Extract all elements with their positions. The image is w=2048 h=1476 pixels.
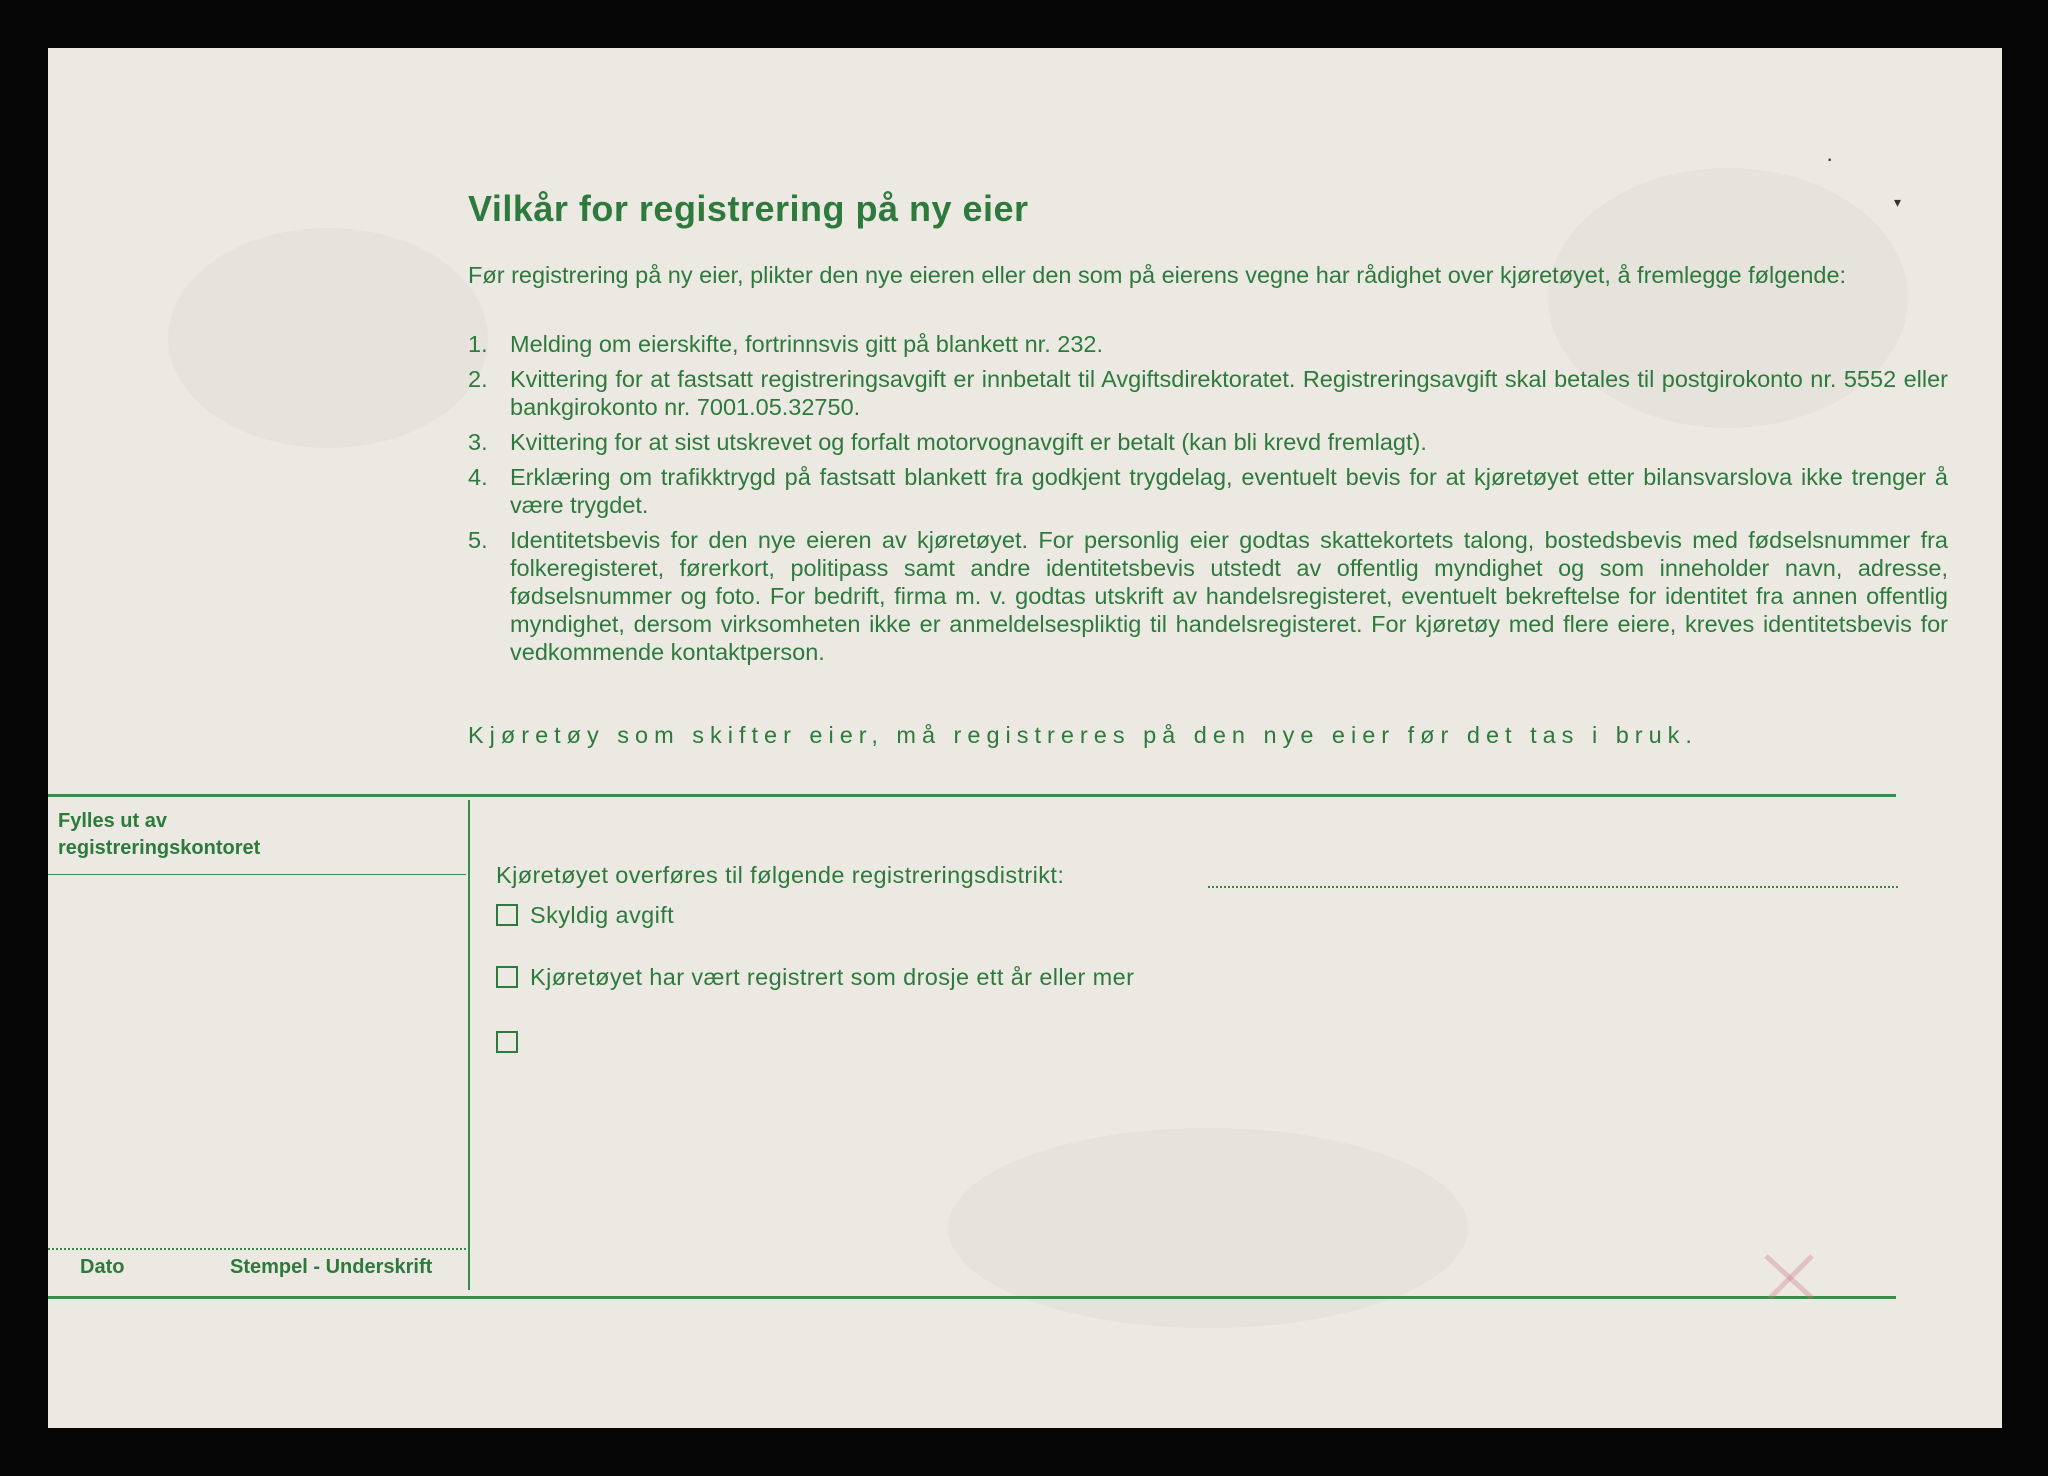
- page-title: Vilkår for registrering på ny eier: [468, 188, 1029, 229]
- condition-text: Erklæring om trafikktrygd på fastsatt blankett fra godkjent trygdelag, eventuelt bevis for at kjøretøyet etter bilansvarslova ikke trenger å være trygdet.: [510, 464, 1948, 518]
- condition-number: 4.: [468, 464, 488, 490]
- checkbox-label: Kjøretøyet har vært registrert som drosje ett år eller mer: [530, 963, 1135, 990]
- form-sheet: [48, 48, 2002, 1428]
- checkbox-row-skyldig-avgift[interactable]: [496, 900, 674, 930]
- section-divider-bottom: [48, 1296, 1896, 1299]
- condition-text: Kvittering for at fastsatt registreringsavgift er innbetalt til Avgiftsdirektoratet. Registreringsavgift skal betales til postgirokonto nr. 5552 eller bankgirokonto nr. 7001.05.32750.: [510, 366, 1948, 420]
- drosje-checkbox[interactable]: [496, 966, 518, 988]
- condition-item: [468, 463, 1948, 519]
- office-label: [58, 808, 260, 862]
- transfer-district-label: Kjøretøyet overføres til følgende registreringsdistrikt:: [496, 862, 1065, 888]
- speck-mark: ▾: [1894, 194, 1902, 210]
- condition-item: [468, 330, 1948, 358]
- checkbox-label: Skyldig avgift: [530, 901, 675, 928]
- column-divider: [468, 800, 470, 1290]
- condition-text: Kvittering for at sist utskrevet og forfalt motorvognavgift er betalt (kan bli krevd fremlagt).: [510, 429, 1427, 455]
- pink-x-mark: [1760, 1248, 1820, 1308]
- condition-number: 5.: [468, 527, 488, 553]
- blank-checkbox[interactable]: [496, 1031, 518, 1053]
- checkbox-row-blank[interactable]: [496, 1027, 530, 1057]
- condition-item: [468, 526, 1948, 666]
- checkbox-row-drosje[interactable]: [496, 962, 1134, 992]
- condition-text: Melding om eierskifte, fortrinnsvis gitt på blankett nr. 232.: [510, 331, 1104, 357]
- office-label-underline: [48, 874, 466, 875]
- condition-number: 3.: [468, 429, 488, 455]
- office-label-line2: registreringskontoret: [58, 837, 261, 859]
- skyldig-avgift-checkbox[interactable]: [496, 904, 518, 926]
- conditions-list: [468, 330, 1948, 673]
- signature-line[interactable]: [48, 1248, 466, 1250]
- section-divider-top: [48, 794, 1896, 797]
- intro-paragraph: Før registrering på ny eier, plikter den nye eieren eller den som på eierens vegne har rådighet over kjøretøyet, å fremlegge følgende:: [468, 262, 1847, 288]
- condition-item: [468, 365, 1948, 421]
- speck-mark: ·: [1826, 146, 1834, 171]
- condition-number: 1.: [468, 331, 488, 357]
- date-label: Dato: [80, 1256, 125, 1278]
- condition-number: 2.: [468, 366, 488, 392]
- stamp-signature-label: Stempel - Underskrift: [230, 1256, 433, 1278]
- condition-item: [468, 428, 1948, 456]
- office-label-line1: Fylles ut av: [58, 810, 167, 832]
- notice-line: Kjøretøy som skifter eier, må registreres på den nye eier før det tas i bruk.: [468, 722, 1698, 748]
- district-field[interactable]: [1208, 886, 1898, 888]
- condition-text: Identitetsbevis for den nye eieren av kjøretøyet. For personlig eier godtas skattekortets talong, bostedsbevis med fødselsnummer fra folkeregisteret, førerkort, politipass samt andre identitetsbevis utstedt av offentlig myndighet og som inneholder navn, adresse, fødselsnummer og foto. For bedrift, firma m. v. godtas utskrift av handelsregisteret, eventuelt bekreftelse for identitet fra annen offentlig myndighet, dersom virksomheten ikke er anmeldelsespliktig til handelsregisteret. For kjøretøy med flere eiere, kreves identitetsbevis for vedkommende kontaktperson.: [510, 527, 1948, 665]
- paper-stain: [168, 228, 488, 448]
